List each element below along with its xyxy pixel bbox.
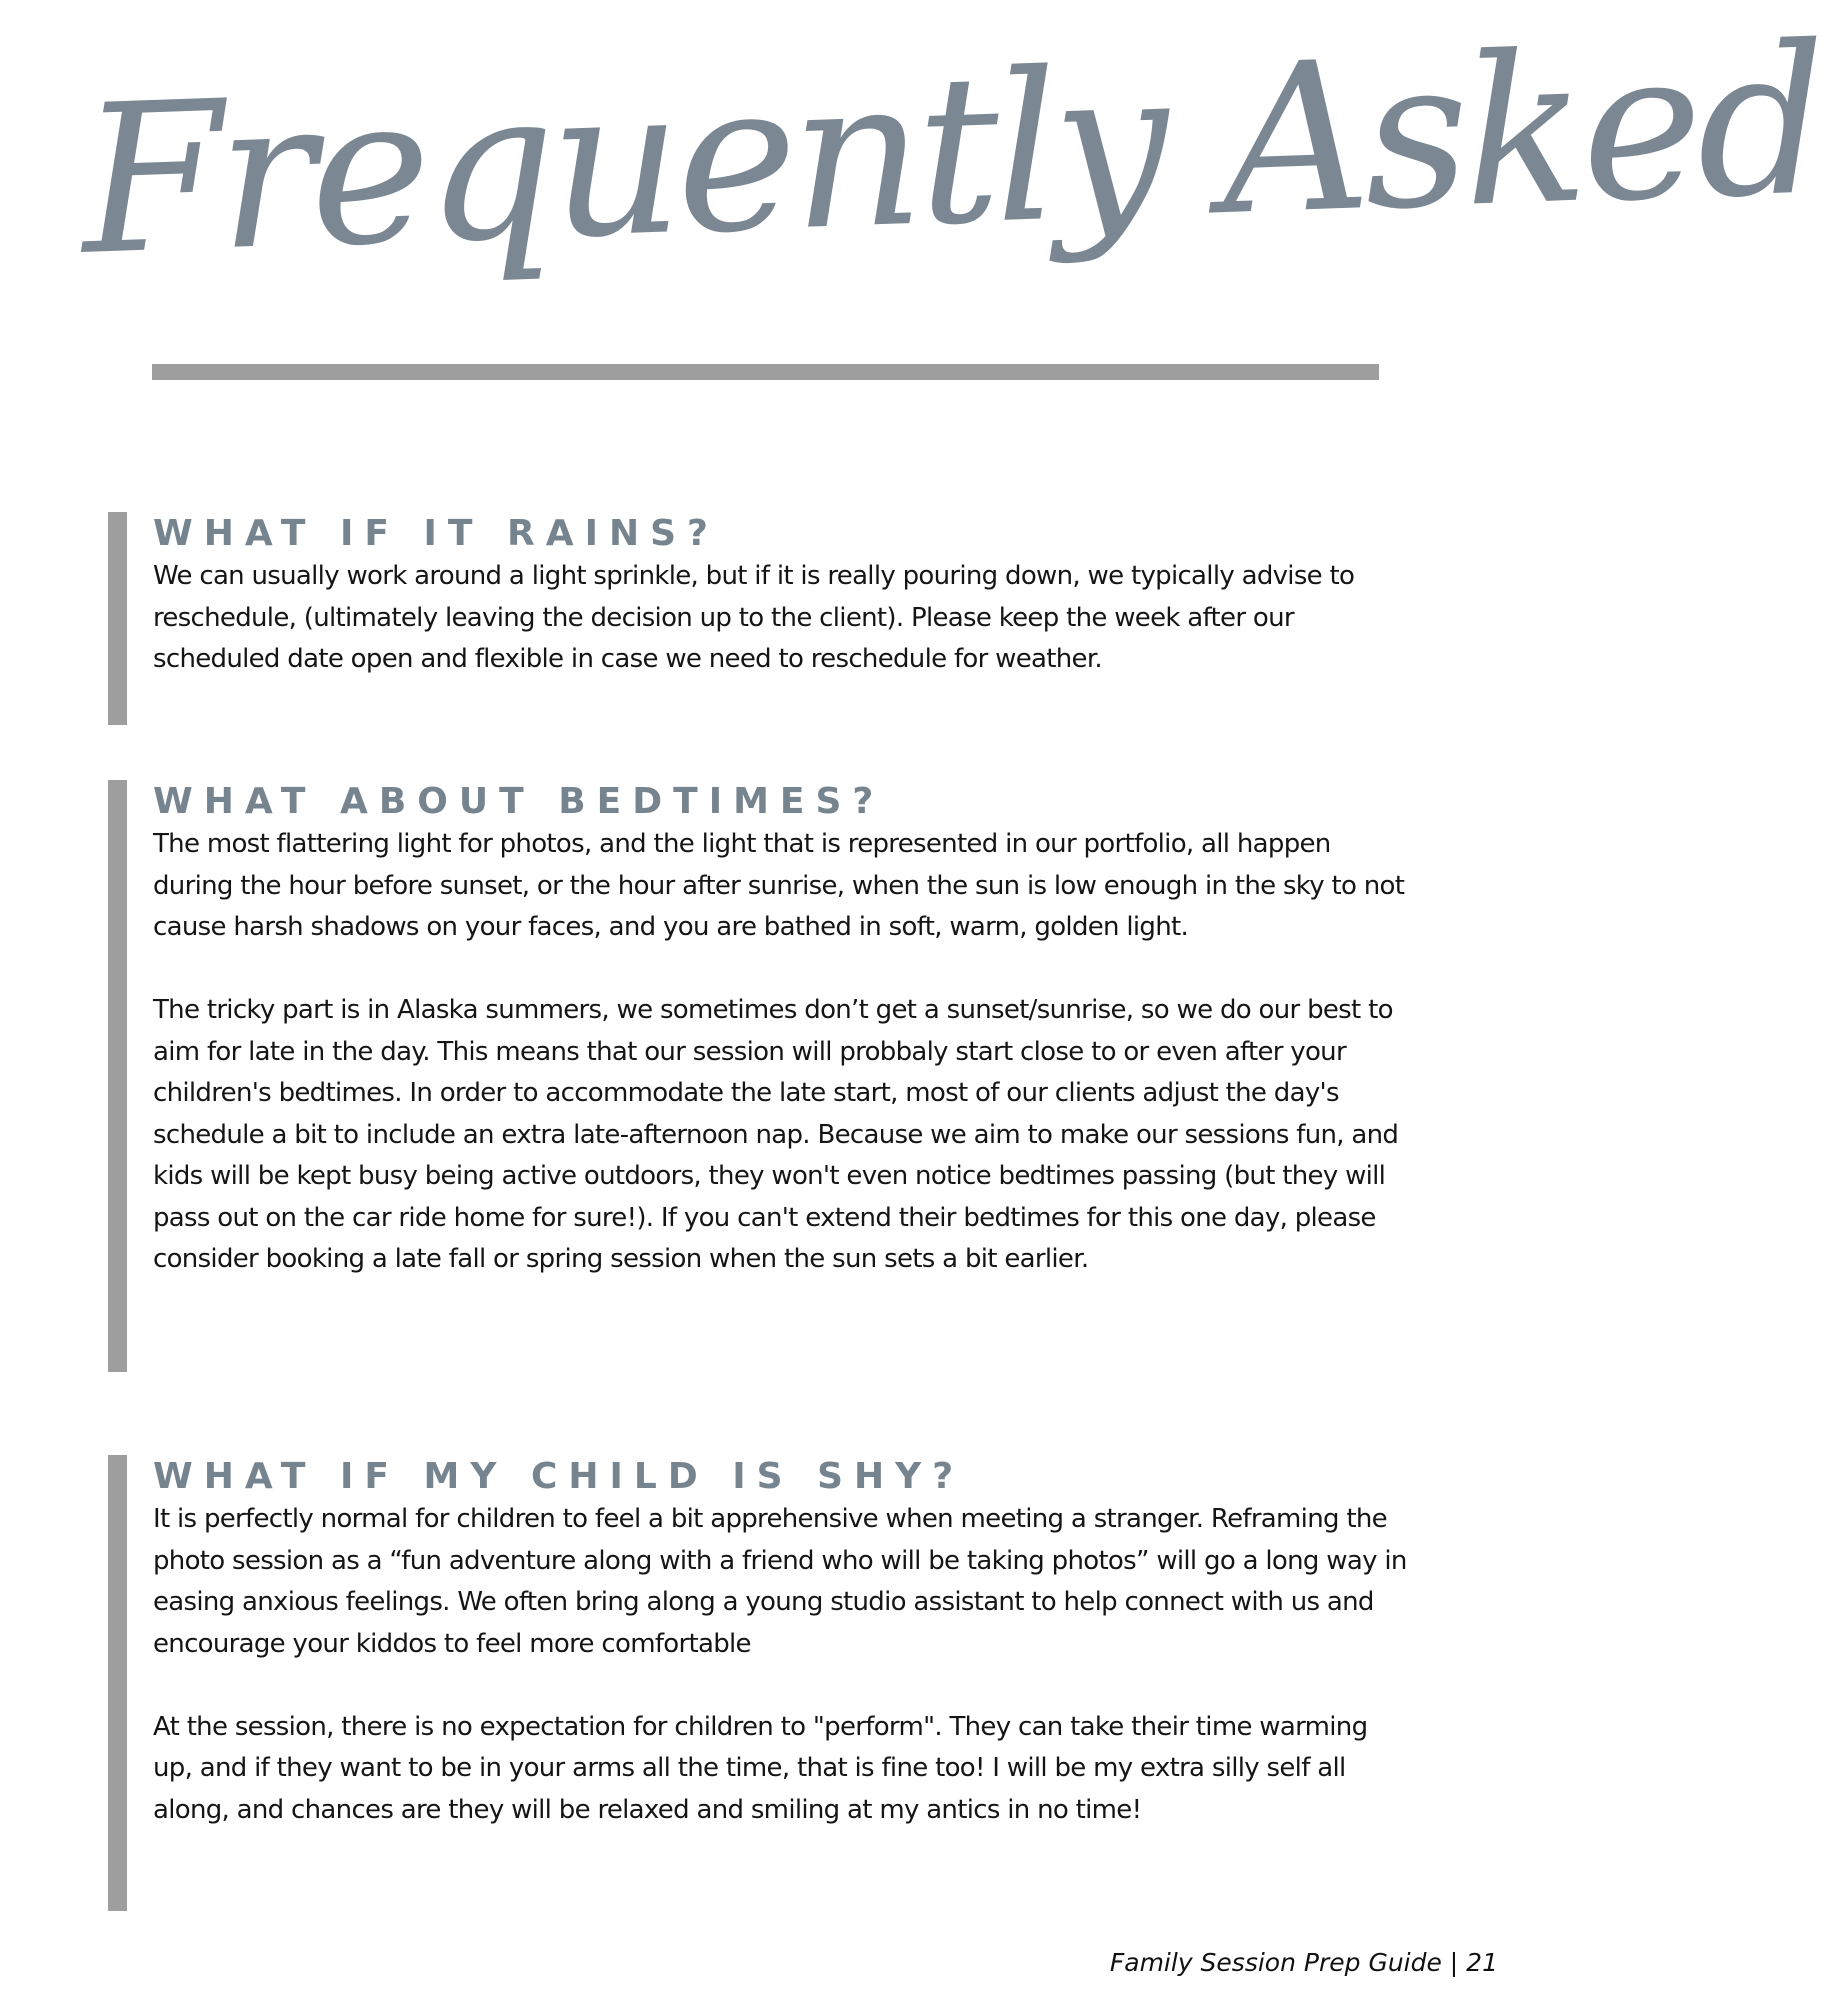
page-title: Frequently Asked: [77, 2, 1826, 301]
title-section: [0, 0, 1826, 470]
faq-item-shy-child: [108, 1455, 1408, 1911]
faq-accent-bar: [108, 1455, 127, 1911]
faq-accent-bar: [108, 512, 127, 725]
faq-item-bedtimes: [108, 780, 1408, 1372]
faq-question: WHAT ABOUT BEDTIMES?: [153, 781, 885, 822]
faq-question: WHAT IF MY CHILD IS SHY?: [153, 1456, 965, 1497]
faq-content: [153, 512, 1408, 681]
page-footer: Family Session Prep Guide | 21: [1109, 1948, 1498, 1977]
title-underline: [152, 364, 1379, 380]
faq-answer: We can usually work around a light sprinkle, but if it is really pouring down, we typically advise to reschedule, (ultimately leaving the decision up to the client). Please keep the week after our scheduled date open and flexible in case we need to reschedule for weather.: [153, 561, 1355, 674]
faq-question: WHAT IF IT RAINS?: [153, 513, 719, 554]
faq-content: [153, 780, 1408, 1281]
faq-content: [153, 1455, 1408, 1831]
faq-answer: At the session, there is no expectation for children to "perform". They can take their time warming up, and if they want to be in your arms all the time, that is fine too! I will be my extra silly self all along, and chances are they will be relaxed and smiling at my antics in no time!: [153, 1711, 1368, 1825]
faq-accent-bar: [108, 780, 127, 1372]
faq-item-rain: [108, 512, 1408, 725]
faq-answer: The most flattering light for photos, and the light that is represented in our portfolio, all happen during the hour before sunset, or the hour after sunrise, when the sun is low enough in the sky to not cause harsh shadows on your faces, and you are bathed in soft, warm, golden light.: [153, 829, 1405, 942]
faq-answer: It is perfectly normal for children to feel a bit apprehensive when meeting a stranger. Reframing the photo session as a “fun adventure along with a friend who will be taking photos” will go a long way in easing anxious feelings. We often bring along a young studio assistant to help connect with us and encourage your kiddos to feel more comfortable: [153, 1504, 1407, 1659]
faq-answer: The tricky part is in Alaska summers, we sometimes don’t get a sunset/sunrise, so we do our best to aim for late in the day. This means that our session will probbaly start close to or even after your children's bedtimes. In order to accommodate the late start, most of our clients adjust the day's schedule a bit to include an extra late-afternoon nap. Because we aim to make our sessions fun, and kids will be kept busy being active outdoors, they won't even notice bedtimes passing (but they will pass out on the car ride home for sure!). If you can't extend their bedtimes for this one day, please consider booking a late fall or spring session when the sun sets a bit earlier.: [153, 995, 1399, 1274]
